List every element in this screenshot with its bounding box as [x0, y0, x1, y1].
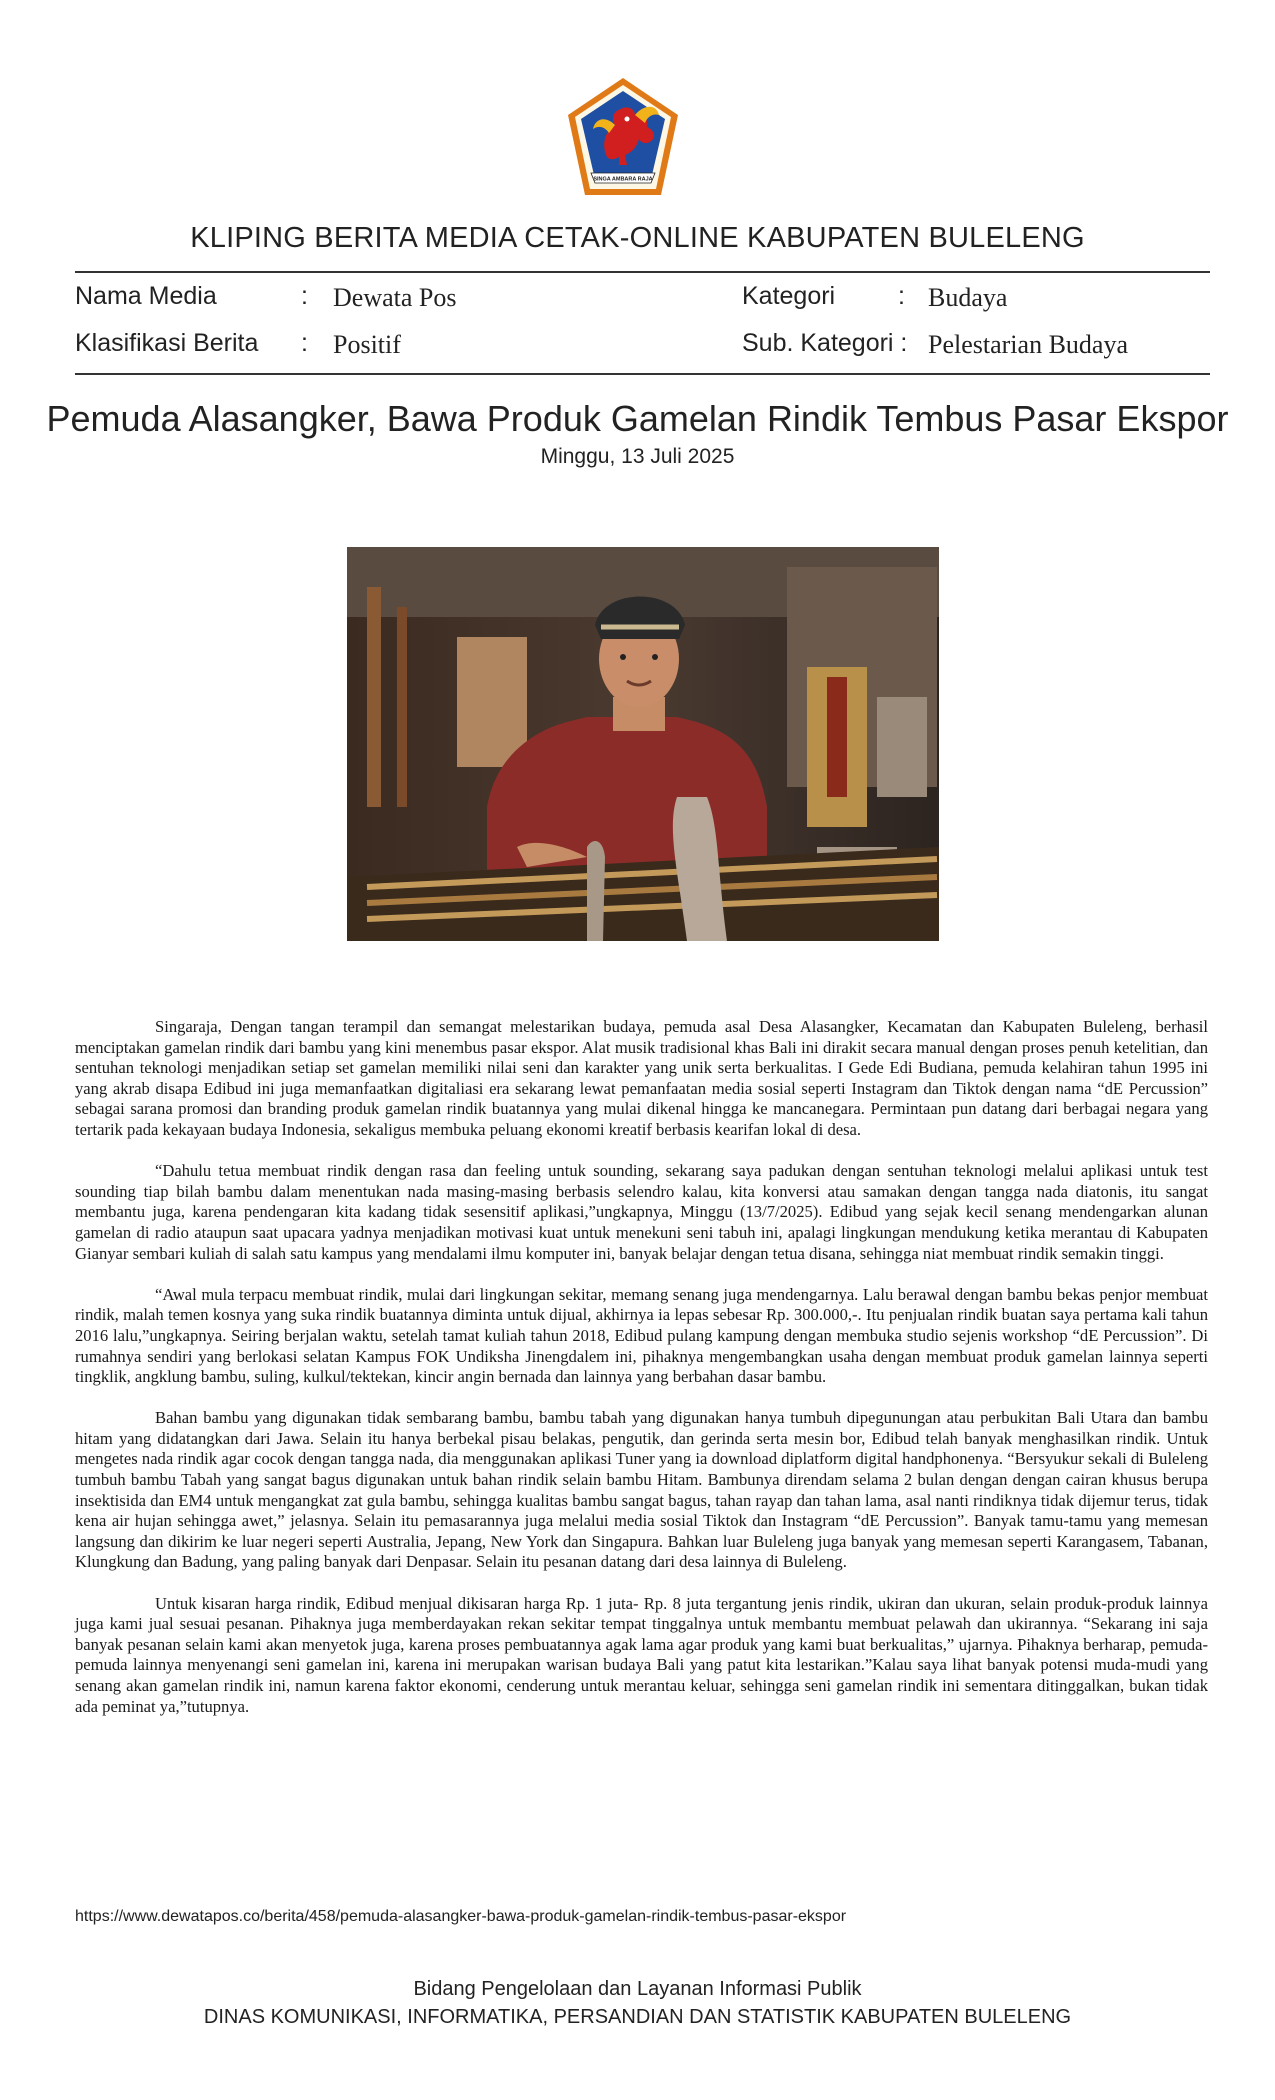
article-paragraph: Untuk kisaran harga rindik, Edibud menjual dikisaran harga Rp. 1 juta- Rp. 8 juta tergantung jenis rindik, ukiran dan ukuran, selain produk-produk lainnya juga kami jual sesuai pesanan. Pihaknya juga memberdayakan rekan sekitar tempat tinggalnya untuk membantu membuat pelawah dan ukirannya. “Sekarang ini saja banyak pesanan selain kami akan menyetok juga, karena proses pembuatannya agak lama agar produk yang kami buat berkualitas,” ujarnya. Pihaknya berharap, pemuda-pemuda lainnya menyenangi seni gamelan ini, karena ini merupakan warisan budaya Bali yang patut kita lestarikan.”Kalau saya lihat banyak potensi muda-mudi yang senang akan gamelan rindik ini, namun karena faktor ekonomi, cenderung untuk merantau keluar, sehingga seni gamelan rindik ini sementara ditinggalkan, bukan tidak ada peminat ya,”tutupnya.: [75, 1593, 1208, 1716]
klasifikasi-value: Positif: [333, 330, 401, 359]
footer-bidang: Bidang Pengelolaan dan Layanan Informasi Publik: [413, 1978, 862, 2000]
kategori-label: Kategori: [742, 282, 836, 310]
subkategori-label: Sub. Kategori :: [742, 329, 908, 357]
subkategori-value: Pelestarian Budaya: [928, 330, 1128, 359]
source-url: https://www.dewatapos.co/berita/458/pemuda-alasangker-bawa-produk-gamelan-rindik-tembus-pasar-ekspor: [75, 1908, 847, 1925]
article-photo: [347, 547, 939, 941]
media-value: Dewata Pos: [333, 283, 457, 312]
article-date: Minggu, 13 Juli 2025: [540, 445, 735, 468]
logo-motto: SINGA AMBARA RAJA: [593, 176, 653, 183]
header-divider-top: [75, 271, 1210, 273]
media-colon: :: [301, 282, 308, 310]
kliping-header-title: KLIPING BERITA MEDIA CETAK-ONLINE KABUPATEN BULELENG: [190, 222, 1085, 254]
footer-dinas: DINAS KOMUNIKASI, INFORMATIKA, PERSANDIAN DAN STATISTIK KABUPATEN BULELENG: [203, 2006, 1072, 2028]
article-paragraph: Bahan bambu yang digunakan tidak sembarang bambu, bambu tabah yang digunakan hanya tumbuh dipegunungan atau perbukitan Bali Utara dan bambu hitam yang didatangkan dari Jawa. Selain itu hanya berbekal pisau belakas, pengutik, dan gerinda serta mesin bor, Edibud telah banyak menghasilkan rindik. Untuk mengetes nada rindik agar cocok dengan tangga nada, dia menggunakan aplikasi Tuner yang ia download diplatform digital handphonenya. “Bersyukur sekali di Buleleng tumbuh bambu Tabah yang sangat bagus digunakan untuk bahan rindik selain bambu Hitam. Bambunya direndam selama 2 bulan dengan dengan cairan khusus berupa insektisida dan EM4 untuk mengangkat zat gula bambu, sehingga kualitas bambu sangat bagus, tahan rayap dan tahan lama, asal nanti rindiknya tidak dijemur terus, tidak kena air hujan sehingga awet,” jelasnya. Selain itu pemasarannya juga melalui media sosial Tiktok dan Instagram “dE Percussion”. Banyak tamu-tamu yang memesan langsung dan dikirim ke luar negeri seperti Australia, Jepang, New York dan Singapura. Bahkan luar Buleleng juga banyak yang memesan seperti Karangasem, Tabanan, Klungkung dan Badung, yang paling banyak dari Denpasar. Selain itu pesanan datang dari desa lainnya di Buleleng.: [75, 1408, 1208, 1572]
buleleng-emblem-logo: [565, 75, 681, 201]
media-label: Nama Media: [75, 282, 217, 310]
header-divider-bottom: [75, 373, 1210, 375]
kategori-colon: :: [898, 282, 905, 310]
article-paragraph: “Dahulu tetua membuat rindik dengan rasa dan feeling untuk sounding, sekarang saya padukan dengan sentuhan teknologi melalui aplikasi untuk test sounding tiap bilah bambu dalam menentukan nada masing-masing berbasis selendro kalau, kita konversi atau samakan dengan tangga nada diatonis, itu sangat membantu juga, karena pendengaran kita kadang tidak sesensitif aplikasi,”ungkapnya, Minggu (13/7/2025). Edibud yang sejak kecil senang mendengarkan alunan gamelan di radio ataupun saat upacara yadnya menjadikan motivasi kuat untuk menekuni seni tabuh ini, apalagi lingkungan mendukung ketika merantau di Kabupaten Gianyar sembari kuliah di salah satu kampus yang mendalami ilmu komputer ini, banyak belajar dengan tetua disana, sehingga niat membuat rindik semakin tinggi.: [75, 1161, 1208, 1263]
article-body: [75, 1017, 1208, 1738]
kategori-value: Budaya: [928, 283, 1008, 312]
klasifikasi-colon: :: [301, 329, 308, 357]
klasifikasi-label: Klasifikasi Berita: [75, 329, 259, 357]
article-paragraph: Singaraja, Dengan tangan terampil dan semangat melestarikan budaya, pemuda asal Desa Alasangker, Kecamatan dan Kabupaten Buleleng, berhasil menciptakan gamelan rindik dari bambu yang kini menembus pasar ekspor. Alat musik tradisional khas Bali ini dirakit secara manual dengan proses penuh ketelitian, dan sentuhan teknologi menjadikan setiap set gamelan memiliki nilai seni dan karakter yang unik serta berkualitas. I Gede Edi Budiana, pemuda kelahiran tahun 1995 ini yang akrab disapa Edibud ini juga memanfaatkan digitaliasi era sekarang lewat pemanfaatan media sosial seperti Instagram dan Tiktok dengan nama “dE Percussion” sebagai sarana promosi dan branding produk gamelan rindik buatannya yang mulai dikenal hingga ke mancanegara. Permintaan pun datang dari berbagai negara yang tertarik pada kekayaan budaya Indonesia, sekaligus membuka peluang ekonomi kreatif berbasis kearifan lokal di desa.: [75, 1017, 1208, 1139]
article-headline: Pemuda Alasangker, Bawa Produk Gamelan Rindik Tembus Pasar Ekspor: [46, 398, 1229, 439]
article-paragraph: “Awal mula terpacu membuat rindik, mulai dari lingkungan sekitar, memang senang juga mendengarnya. Lalu berawal dengan bambu bekas penjor membuat rindik, malah temen kosnya yang suka rindik buatannya diminta untuk dijual, akhirnya ia lepas sebesar Rp. 300.000,-. Itu penjualan rindik buatan saya pertama kali tahun 2016 lalu,”ungkapnya. Seiring berjalan waktu, setelah tamat kuliah tahun 2018, Edibud pulang kampung dengan membuka studio sejenis workshop “dE Percussion”. Di rumahnya sendiri yang berlokasi selatan Kampus FOK Undiksha Jinengdalem ini, pihaknya mengembangkan usaha dengan membuat produk gamelan lainnya seperti tingklik, angklung bambu, suling, kulkul/tektekan, kincir angin bernada dan lainnya yang berbahan dasar bambu.: [75, 1284, 1208, 1387]
